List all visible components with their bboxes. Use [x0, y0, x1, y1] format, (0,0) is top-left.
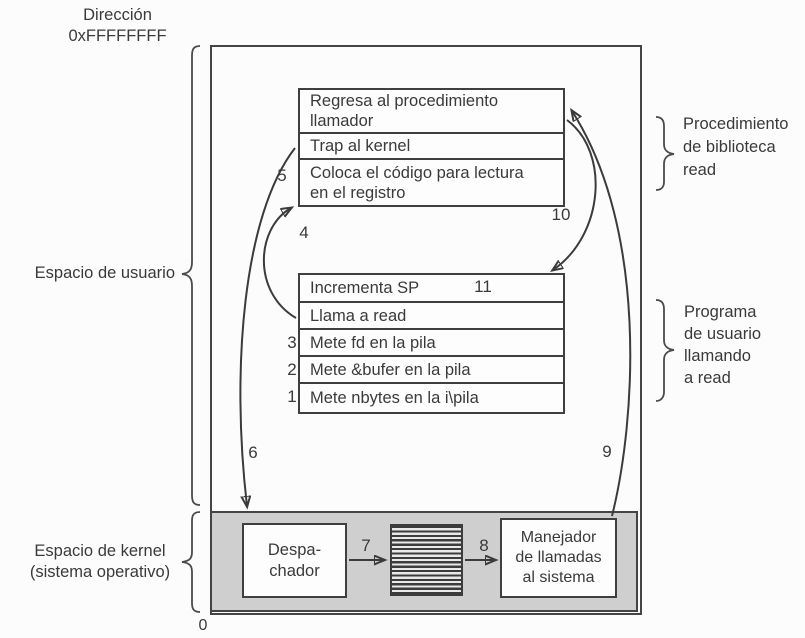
dispatcher-label-line2: chador: [269, 561, 320, 580]
kernel-space-label-line2: (sistema operativo): [29, 563, 171, 581]
step-label-11: 11: [474, 277, 492, 296]
dispatcher-box: [242, 523, 347, 598]
library-row-put-code: [300, 160, 563, 205]
brace-kernel-space: [182, 512, 200, 612]
kernel-space-label-line1: Espacio de kernel: [34, 542, 166, 560]
syscall-table-hatched-box: [390, 524, 463, 596]
program-label-line3: llamando: [684, 347, 751, 365]
address-value: 0xFFFFFFFF: [68, 27, 167, 45]
step-label-9: 9: [602, 442, 612, 461]
step-label-10: 10: [551, 205, 571, 224]
step-label-6: 6: [248, 443, 258, 462]
user-row-push-fd-text: Mete fd en la pila: [310, 333, 436, 352]
user-row-push-nbytes-text: Mete nbytes en la i\pila: [310, 389, 479, 407]
step-label-1: 1: [287, 387, 297, 406]
program-label-line4: a read: [684, 369, 731, 387]
user-row-push-buffer-text: Mete &bufer en la pila: [310, 360, 471, 379]
step-label-4: 4: [299, 223, 309, 242]
user-space-label: [18, 263, 175, 284]
handler-label-line3: al sistema: [522, 569, 595, 586]
library-row-trap-text: Trap al kernel: [310, 137, 411, 155]
step-label-3: 3: [287, 333, 297, 352]
address-word: Dirección: [83, 6, 152, 24]
brace-user-program: [656, 300, 674, 401]
library-label-line2: de biblioteca: [683, 138, 776, 156]
step-label-2: 2: [287, 360, 297, 379]
syscall-handler-box: [500, 518, 617, 598]
user-row-call-read-text: Llama a read: [310, 306, 407, 325]
user-row-call-read: [300, 303, 563, 330]
user-row-push-buffer: [300, 357, 563, 384]
dispatcher-label-line1: Despa-: [267, 540, 322, 559]
library-row-return: [300, 90, 563, 134]
library-label-line1: Procedimiento: [683, 115, 789, 133]
library-row-return-text: Regresa al procedimiento llamador: [310, 92, 499, 130]
step-label-8: 8: [479, 536, 489, 555]
user-space-label-text: Espacio de usuario: [34, 264, 175, 282]
library-row-put-code-text: Coloca el código para lectura en el registro: [310, 163, 524, 202]
user-row-increment-sp-text: Incrementa SP: [310, 279, 420, 297]
kernel-space-label: [16, 541, 184, 583]
user-row-increment-sp: [300, 275, 563, 303]
user-row-push-fd: [300, 330, 563, 357]
brace-library-procedure: [656, 117, 674, 190]
address-zero-label: [192, 615, 214, 636]
brace-user-space: [182, 46, 200, 505]
library-row-trap: [300, 134, 563, 160]
library-procedure-box: [298, 88, 565, 207]
handler-label-line1: Manejador: [520, 529, 597, 546]
library-procedure-label: [683, 113, 788, 182]
program-label-line2: de usuario: [684, 325, 762, 343]
address-top-label: [50, 5, 185, 47]
step-label-5: 5: [277, 166, 287, 185]
user-program-label: [684, 301, 761, 389]
program-label-line1: Programa: [684, 303, 757, 321]
user-program-box: [298, 273, 565, 414]
step-label-7: 7: [361, 536, 371, 555]
library-label-line3: read: [683, 161, 717, 179]
handler-label-line2: de llamadas: [515, 549, 602, 566]
address-zero-text: 0: [198, 617, 208, 634]
user-row-push-nbytes: [300, 384, 563, 412]
